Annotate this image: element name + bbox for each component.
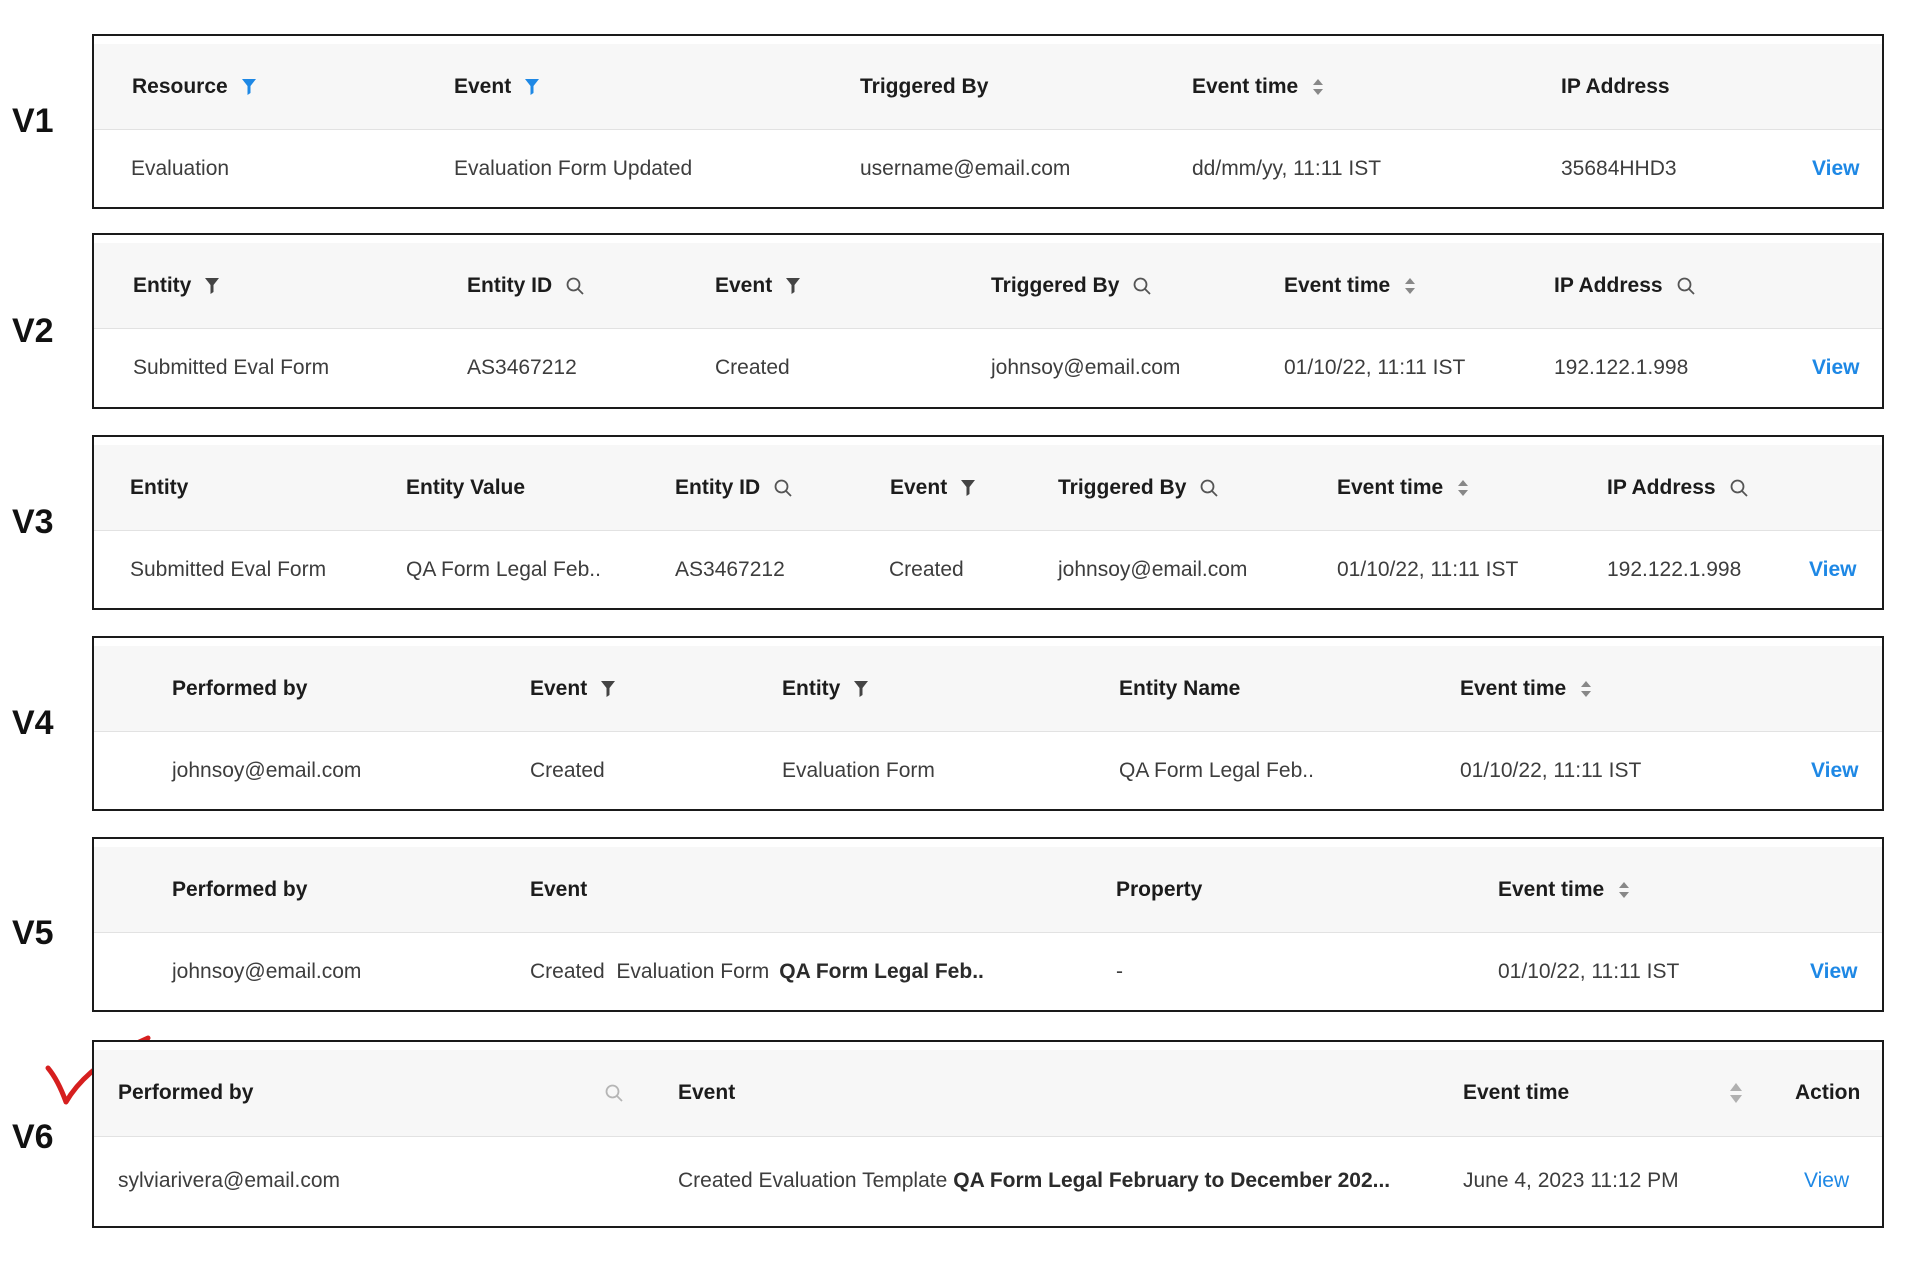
- table-header: [94, 44, 1882, 130]
- search-icon[interactable]: [774, 479, 792, 497]
- version-label-v1: V1: [12, 102, 54, 140]
- audit-table-v2: [92, 233, 1884, 409]
- cell-event-time: dd/mm/yy, 11:11 IST: [1192, 157, 1382, 180]
- view-link[interactable]: View: [1810, 960, 1858, 983]
- view-link[interactable]: View: [1811, 759, 1859, 782]
- cell-entity-id: AS3467212: [675, 558, 785, 581]
- col-header-label: Event time: [1192, 74, 1299, 98]
- view-link[interactable]: View: [1804, 1169, 1850, 1192]
- cell-triggered-by: johnsoy@email.com: [991, 356, 1181, 379]
- cell-ip-address: 192.122.1.998: [1554, 356, 1689, 379]
- col-header-label: Event: [454, 74, 512, 98]
- cell-triggered-by: johnsoy@email.com: [1058, 558, 1248, 581]
- col-header-triggered-by[interactable]: [991, 243, 1151, 328]
- col-header-event: Event: [530, 877, 588, 901]
- cell-event: Created: [715, 356, 790, 379]
- event-target-name: QA Form Legal February to December 202...: [953, 1169, 1391, 1192]
- col-header-performed-by: Performed by: [172, 676, 308, 700]
- col-header-event[interactable]: [890, 445, 975, 530]
- col-header-performed-by: Performed by: [118, 1081, 254, 1104]
- col-header-triggered-by: Triggered By: [860, 74, 989, 98]
- view-link[interactable]: View: [1809, 558, 1857, 581]
- col-header-label: Resource: [132, 74, 228, 98]
- cell-entity: Evaluation Form: [782, 759, 935, 782]
- table-row: [94, 933, 1882, 1011]
- sort-icon[interactable]: [1618, 881, 1630, 899]
- table-header: [94, 847, 1882, 933]
- table-header: [94, 243, 1882, 329]
- search-icon[interactable]: [605, 1050, 623, 1136]
- version-label-v2: V2: [12, 312, 54, 350]
- col-header-label: Entity ID: [467, 273, 553, 297]
- cell-event-time: 01/10/22, 11:11 IST: [1460, 759, 1642, 782]
- col-header-ip-address[interactable]: [1554, 243, 1695, 328]
- col-header-entity: Entity: [130, 475, 189, 499]
- cell-performed-by: sylviarivera@email.com: [118, 1169, 341, 1192]
- col-header-event[interactable]: [454, 44, 539, 129]
- search-icon[interactable]: [1133, 277, 1151, 295]
- table-row: [94, 531, 1882, 609]
- col-header-entity-id[interactable]: [675, 445, 792, 530]
- col-header-event[interactable]: [715, 243, 800, 328]
- cell-event-time: 01/10/22, 11:11 IST: [1284, 356, 1466, 379]
- col-header-label: Triggered By: [1058, 475, 1187, 499]
- table-header: [94, 646, 1882, 732]
- audit-table-v3: [92, 435, 1884, 610]
- cell-event-time: 01/10/22, 11:11 IST: [1337, 558, 1519, 581]
- col-header-entity-value: Entity Value: [406, 475, 526, 499]
- event-target-name: QA Form Legal Feb..: [779, 960, 984, 983]
- filter-icon[interactable]: [205, 278, 219, 294]
- cell-triggered-by: username@email.com: [860, 157, 1071, 180]
- audit-table-v6: [92, 1040, 1884, 1228]
- search-icon[interactable]: [1200, 479, 1218, 497]
- col-header-event-time[interactable]: [1460, 646, 1592, 731]
- col-header-performed-by: Performed by: [172, 877, 308, 901]
- col-header-triggered-by[interactable]: [1058, 445, 1218, 530]
- col-header-event: Event: [678, 1081, 736, 1104]
- col-header-label: IP Address: [1607, 475, 1716, 499]
- filter-icon[interactable]: [525, 79, 539, 95]
- cell-performed-by: johnsoy@email.com: [172, 960, 362, 983]
- col-header-event-time[interactable]: [1498, 847, 1630, 932]
- version-label-v3: V3: [12, 503, 54, 541]
- cell-resource: Evaluation: [131, 157, 230, 180]
- cell-event: [678, 1137, 1390, 1225]
- col-header-label: Entity: [133, 273, 192, 297]
- col-header-label: Event: [715, 273, 773, 297]
- col-header-entity-name: Entity Name: [1119, 676, 1241, 700]
- col-header-entity[interactable]: [782, 646, 868, 731]
- filter-icon[interactable]: [786, 278, 800, 294]
- cell-ip-address: 35684HHD3: [1561, 157, 1677, 180]
- col-header-label: Event: [890, 475, 948, 499]
- col-header-entity-id[interactable]: [467, 243, 584, 328]
- cell-ip-address: 192.122.1.998: [1607, 558, 1742, 581]
- cell-event: [530, 933, 984, 1011]
- audit-table-v1: [92, 34, 1884, 209]
- cell-property: -: [1116, 960, 1123, 983]
- table-row: [94, 1137, 1882, 1225]
- sort-icon[interactable]: [1457, 479, 1469, 497]
- version-label-v6: V6: [12, 1118, 54, 1156]
- table-row: [94, 732, 1882, 810]
- audit-table-v5: [92, 837, 1884, 1012]
- event-description: Created Evaluation Template: [678, 1169, 948, 1192]
- table-header: [94, 445, 1882, 531]
- version-label-v4: V4: [12, 704, 54, 742]
- search-icon[interactable]: [566, 277, 584, 295]
- cell-entity-name: QA Form Legal Feb..: [1119, 759, 1314, 782]
- col-header-label: Event: [530, 676, 588, 700]
- table-row: [94, 329, 1882, 407]
- col-header-action: Action: [1795, 1081, 1861, 1104]
- col-header-label: Triggered By: [991, 273, 1120, 297]
- cell-entity: Submitted Eval Form: [133, 356, 330, 379]
- cell-event: Created: [530, 759, 605, 782]
- col-header-label: Entity: [782, 676, 841, 700]
- audit-table-v4: [92, 636, 1884, 811]
- sort-icon[interactable]: [1312, 78, 1324, 96]
- col-header-label: Event time: [1337, 475, 1444, 499]
- filter-icon[interactable]: [242, 79, 256, 95]
- search-icon[interactable]: [1677, 277, 1695, 295]
- col-header-ip-address[interactable]: [1607, 445, 1748, 530]
- col-header-event-time[interactable]: [1337, 445, 1469, 530]
- view-link[interactable]: View: [1812, 157, 1860, 180]
- col-header-label: Event time: [1498, 877, 1605, 901]
- col-header-entity[interactable]: [133, 243, 219, 328]
- col-header-ip-address: IP Address: [1561, 74, 1670, 98]
- filter-icon[interactable]: [601, 681, 615, 697]
- cell-entity-value: QA Form Legal Feb..: [406, 558, 601, 581]
- col-header-label: IP Address: [1554, 273, 1663, 297]
- col-header-label: Event time: [1284, 273, 1391, 297]
- table-row: [94, 130, 1882, 208]
- col-header-event[interactable]: [530, 646, 615, 731]
- sort-icon[interactable]: [1729, 1050, 1743, 1136]
- cell-event-time: June 4, 2023 11:12 PM: [1463, 1169, 1679, 1192]
- col-header-label: Entity ID: [675, 475, 761, 499]
- filter-icon[interactable]: [854, 681, 868, 697]
- table-header: [94, 1050, 1882, 1137]
- col-header-event-time[interactable]: [1192, 44, 1324, 129]
- col-header-event-time: Event time: [1463, 1081, 1570, 1104]
- event-description: Created Evaluation Form: [530, 960, 770, 983]
- cell-event: Created: [889, 558, 964, 581]
- version-label-v5: V5: [12, 914, 54, 952]
- cell-entity-id: AS3467212: [467, 356, 577, 379]
- view-link[interactable]: View: [1812, 356, 1860, 379]
- filter-icon[interactable]: [961, 480, 975, 496]
- cell-event-time: 01/10/22, 11:11 IST: [1498, 960, 1680, 983]
- col-header-property: Property: [1116, 877, 1203, 901]
- cell-event: Evaluation Form Updated: [454, 157, 693, 180]
- col-header-resource[interactable]: [132, 44, 256, 129]
- sort-icon[interactable]: [1404, 277, 1416, 295]
- sort-icon[interactable]: [1580, 680, 1592, 698]
- col-header-label: Event time: [1460, 676, 1567, 700]
- cell-entity: Submitted Eval Form: [130, 558, 327, 581]
- col-header-event-time[interactable]: [1284, 243, 1416, 328]
- search-icon[interactable]: [1730, 479, 1748, 497]
- cell-performed-by: johnsoy@email.com: [172, 759, 362, 782]
